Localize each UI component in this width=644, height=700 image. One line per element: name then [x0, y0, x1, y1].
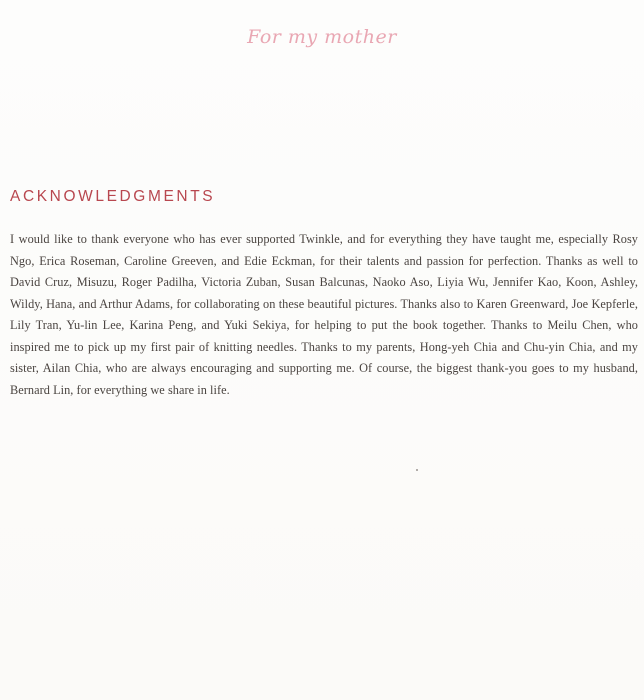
paper-speck — [416, 469, 418, 471]
dedication-text: For my mother — [247, 26, 397, 48]
acknowledgments-heading: ACKNOWLEDGMENTS — [10, 188, 216, 205]
acknowledgments-body: I would like to thank everyone who has ever supported Twinkle, and for everything they have taught me, especially Rosy Ngo, Erica Roseman, Caroline Greeven, and Edie Eckman, for their talents and passion for perfection. Thanks as well to David Cruz, Misuzu, Roger Padilha, Victoria Zuban, Susan Balcunas, Naoko Aso, Liyia Wu, Jennifer Kao, Koon, Ashley, Wildy, Hana, and Arthur Adams, for collaborating on these beautiful pictures. Thanks also to Karen Greenward, Joe Kepferle, Lily Tran, Yu-lin Lee, Karina Peng, and Yuki Sekiya, for helping to put the book together. Thanks to Meilu Chen, who inspired me to pick up my first pair of knitting needles. Thanks to my parents, Hong-yeh Chia and Chu-yin Chia, and my sister, Ailan Chia, who are always encouraging and supporting me. Of course, the biggest thank-you goes to my husband, Bernard Lin, for everything we share in life. — [10, 232, 638, 397]
